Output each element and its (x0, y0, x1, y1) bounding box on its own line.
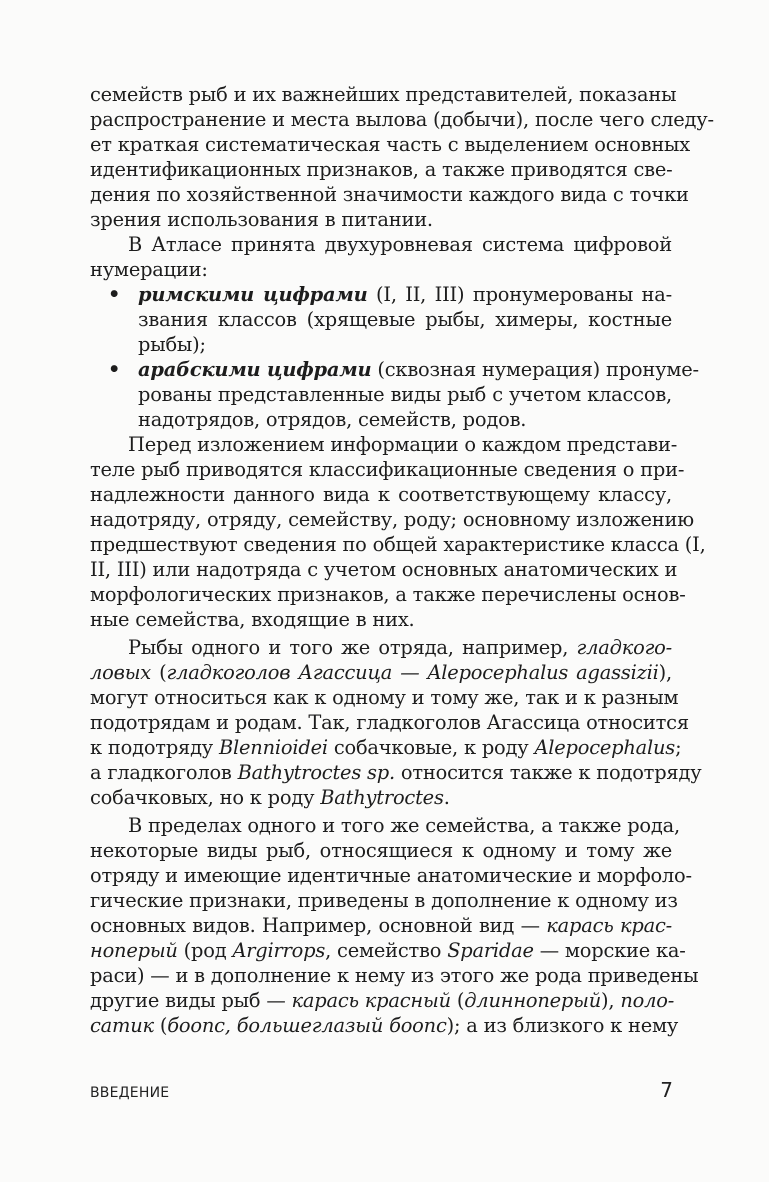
italic-term: карась красный (291, 989, 451, 1012)
text-line: подотрядам и родам. Так, гладкоголов Агассица относится (90, 711, 689, 734)
text-line (90, 913, 672, 938)
italic-term: Blennioidei (218, 736, 328, 759)
paragraph-4 (90, 635, 702, 810)
italic-term: гладкоголов Агассица — Alepocephalus agassizii (166, 661, 659, 684)
text-span: , семейство (325, 939, 448, 962)
text-line (90, 735, 682, 760)
text-span: собачковых, но к роду (90, 786, 321, 809)
text-line: предшествуют сведения по общей характеристике класса (I, (90, 533, 706, 556)
italic-term: Bathytroctes (320, 786, 444, 809)
text-line: морфологических признаков, а также перечислены основ- (90, 583, 686, 606)
text-line: звания классов (хрящевые рыбы, химеры, костные (138, 308, 672, 331)
paragraph-1 (90, 82, 714, 232)
text-span: ), (601, 989, 621, 1012)
text-span: Рыбы одного и того же отряда, например, (128, 636, 577, 659)
bold-term: арабскими цифрами (138, 358, 372, 381)
italic-term: Bathytroctes sp. (237, 761, 395, 784)
text-line (90, 1013, 679, 1038)
text-line: некоторые виды рыб, относящиеся к одному и тому же (90, 839, 672, 862)
bullet-icon: • (108, 283, 121, 306)
text-line: надотряду, отряду, семейству, роду; основному изложению (90, 508, 694, 531)
italic-term: Argirrops (232, 939, 326, 962)
text-line: ет краткая систематическая часть с выделением основных (90, 133, 691, 156)
text-line: нумерации: (90, 258, 208, 281)
italic-term: боопс, большеглазый боопс (167, 1014, 447, 1037)
running-footer-section: ВВЕДЕНИЕ (90, 1085, 170, 1101)
text-line (90, 357, 699, 382)
italic-term: поло- (620, 989, 675, 1012)
text-line: рыбы); (138, 333, 206, 356)
text-span: другие виды рыб — (90, 989, 292, 1012)
text-line: Перед изложением информации о каждом представи- (128, 433, 678, 456)
text-line: распространение и места вылова (добычи), после чего следу- (90, 108, 714, 131)
text-line: дения по хозяйственной значимости каждого вида с точки (90, 183, 689, 206)
text-span: ), (658, 661, 672, 684)
text-span: (I, II, III) пронумерованы на- (367, 283, 672, 306)
text-span: ( (450, 989, 465, 1012)
text-line: теле рыб приводятся классификационные сведения о при- (90, 458, 685, 481)
text-span: ( (153, 1014, 168, 1037)
text-span: . (443, 786, 450, 809)
text-line: могут относиться как к одному и тому же, так и к разным (90, 686, 679, 709)
text-span: (сквозная нумерация) пронуме- (371, 358, 699, 381)
italic-term: длинноперый (464, 989, 602, 1012)
bullet-item-arabic (90, 357, 699, 432)
bullet-icon: • (108, 358, 121, 381)
text-span: основных видов. Например, основной вид — (90, 914, 547, 937)
page-number: 7 (660, 1078, 673, 1102)
text-span: ); а из близкого к нему (446, 1014, 679, 1037)
italic-term: Alepocephalus (534, 736, 676, 759)
paragraph-5 (90, 813, 699, 1038)
body-text (90, 82, 714, 1038)
text-span: относится также к подотряду (394, 761, 702, 784)
text-line: ные семейства, входящие в них. (90, 608, 415, 631)
paragraph-3 (90, 432, 706, 632)
text-line: идентификационных признаков, а также приводятся све- (90, 158, 673, 181)
text-line (90, 282, 672, 307)
italic-term: ноперый (90, 939, 178, 962)
text-line: зрения использования в питании. (90, 208, 433, 231)
text-line (90, 988, 675, 1013)
text-line (90, 760, 702, 785)
text-line (90, 785, 672, 810)
text-span: — морские ка- (533, 939, 686, 962)
text-span: ( (151, 661, 167, 684)
italic-term: сатик (90, 1014, 154, 1037)
text-line: надлежности данного вида к соответствующему классу, (90, 483, 672, 506)
text-span: а гладкоголов (90, 761, 238, 784)
text-span: (род (177, 939, 233, 962)
text-line: II, III) или надотряда с учетом основных анатомических и (90, 558, 678, 581)
text-line: В Атласе принята двухуровневая система цифровой (128, 233, 672, 256)
italic-term: гладкого- (576, 636, 672, 659)
text-line: отряду и имеющие идентичные анатомические и морфоло- (90, 864, 692, 887)
text-span: к подотряду (90, 736, 219, 759)
text-span: ; (675, 736, 682, 759)
text-line: надотрядов, отрядов, семейств, родов. (138, 408, 527, 431)
italic-term: Sparidae (447, 939, 534, 962)
text-line (90, 660, 672, 685)
italic-term: карась крас- (546, 914, 673, 937)
bullet-item-roman (90, 282, 672, 357)
text-line (90, 635, 672, 660)
text-line: семейств рыб и их важнейших представителей, показаны (90, 83, 677, 106)
text-line: гические признаки, приведены в дополнение к одному из (90, 889, 678, 912)
text-line (90, 938, 686, 963)
italic-term: ловых (90, 661, 152, 684)
bold-term: римскими цифрами (138, 283, 368, 306)
text-span: собачковые, к роду (327, 736, 535, 759)
text-line: рованы представленные виды рыб с учетом классов, (138, 383, 672, 406)
paragraph-2 (90, 232, 672, 282)
text-line: раси) — и в дополнение к нему из этого же рода приведены (90, 964, 699, 987)
text-line: В пределах одного и того же семейства, а также рода, (128, 814, 680, 837)
